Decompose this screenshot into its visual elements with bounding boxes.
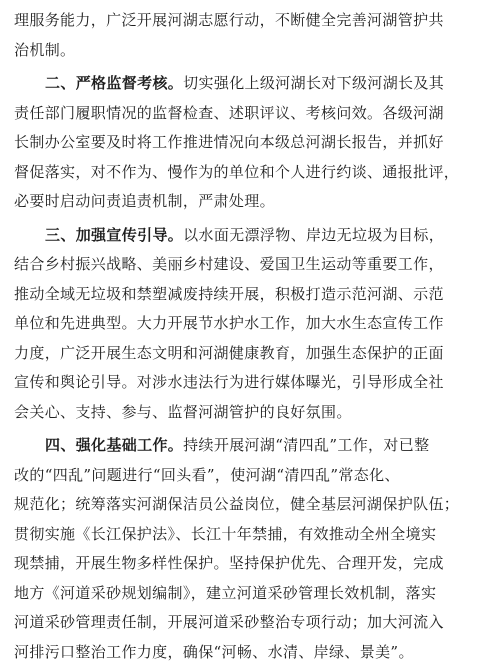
text-line: 河排污口整治工作力度，确保“河畅、水清、岸绿、景美”。 bbox=[14, 638, 468, 667]
paragraph-first-line bbox=[14, 69, 468, 99]
text-line: 会关心、支持、参与、监督河湖管护的良好氛围。 bbox=[14, 398, 468, 428]
text-span: 持续开展河湖“清四乱”工作，对已整 bbox=[183, 436, 429, 454]
text-line: 推动全域无垃圾和禁塑减废持续开展，积极打造示范河湖、示范 bbox=[14, 280, 468, 310]
section-heading: 三、加强宣传引导。 bbox=[45, 226, 183, 244]
paragraph-foundation bbox=[14, 431, 468, 667]
text-line: 规范化；统筹落实河湖保洁员公益岗位，健全基层河湖保护队伍； bbox=[14, 490, 468, 520]
paragraph-first-line bbox=[14, 431, 468, 461]
text-line: 力度，广泛开展生态文明和河湖健康教育，加强生态保护的正面 bbox=[14, 339, 468, 369]
text-line: 长制办公室要及时将工作推进情况向本级总河湖长报告，并抓好 bbox=[14, 128, 468, 158]
text-line: 地方《河道采砂规划编制》，建立河道采砂管理长效机制，落实 bbox=[14, 579, 468, 609]
text-line: 改的“四乱”问题进行“回头看”，使河湖“清四乱”常态化、 bbox=[14, 461, 468, 491]
text-span: 以水面无漂浮物、岸边无垃圾为目标， bbox=[183, 226, 444, 244]
text-line: 现禁捕，开展生物多样性保护。坚持保护优先、合理开发，完成 bbox=[14, 549, 468, 579]
paragraph-publicity bbox=[14, 221, 468, 428]
section-heading: 二、严格监督考核。 bbox=[45, 74, 183, 92]
text-line: 理服务能力，广泛开展河湖志愿行动，不断健全完善河湖管护共 bbox=[14, 6, 468, 36]
text-line: 督促落实，对不作为、慢作为的单位和个人进行约谈、通报批评， bbox=[14, 158, 468, 188]
paragraph-continuation bbox=[14, 6, 468, 65]
paragraph-supervision bbox=[14, 69, 468, 217]
section-heading: 四、强化基础工作。 bbox=[45, 436, 183, 454]
paragraph-first-line bbox=[14, 221, 468, 251]
text-line: 河道采砂管理责任制，开展河道采砂整治专项行动；加大河流入 bbox=[14, 608, 468, 638]
text-span: 切实强化上级河湖长对下级河湖长及其 bbox=[183, 74, 444, 92]
text-line: 结合乡村振兴战略、美丽乡村建设、爱国卫生运动等重要工作， bbox=[14, 250, 468, 280]
text-line: 责任部门履职情况的监督检查、述职评议、考核问效。各级河湖 bbox=[14, 99, 468, 129]
text-line: 贯彻实施《长江保护法》、长江十年禁捕，有效推动全州全境实 bbox=[14, 520, 468, 550]
text-line: 治机制。 bbox=[14, 36, 468, 66]
text-line: 必要时启动问责追责机制，严肃处理。 bbox=[14, 187, 468, 217]
text-line: 单位和先进典型。大力开展节水护水工作，加大水生态宣传工作 bbox=[14, 309, 468, 339]
text-line: 宣传和舆论引导。对涉水违法行为进行媒体曝光，引导形成全社 bbox=[14, 368, 468, 398]
